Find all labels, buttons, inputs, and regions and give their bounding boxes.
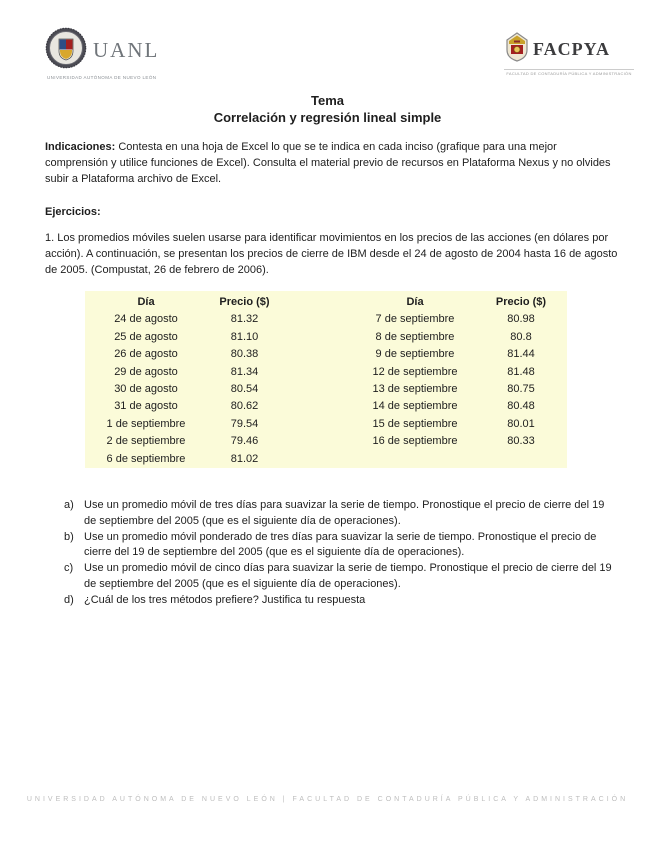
facpya-caption: FACULTAD DE CONTADURÍA PÚBLICA Y ADMINISTRACIÓN [504,69,634,76]
item-text: Use un promedio móvil de tres días para suavizar la serie de tiempo. Pronostique el precio de cierre del 19 de septiembre del 2005 (que es el siguiente día de operaciones). [84,499,605,527]
item-text: ¿Cuál de los tres métodos prefiere? Justifica tu respuesta [84,593,366,606]
column-header-dia: Día [406,296,424,308]
page-subtitle: Correlación y regresión lineal simple [213,110,442,125]
table-row: 15 de septiembre 80.01 [372,417,535,430]
table-row: 29 de agosto 81.34 [114,365,259,378]
footer-text: UNIVERSIDAD AUTÓNOMA DE NUEVO LEÓN | FACULTAD DE CONTADURÍA PÚBLICA Y ADMINISTRACIÓN [26,796,629,803]
item-marker: d) [64,593,74,606]
table-row: 2 de septiembre 79.46 [106,435,259,448]
price-table-right [355,294,567,451]
page-title: Tema [311,93,344,108]
table-row: 16 de septiembre 80.33 [372,435,535,448]
uanl-logo [45,27,195,80]
table-row: 30 de agosto 80.54 [114,383,259,396]
table-row: 8 de septiembre 80.8 [375,330,532,343]
instructions-text: Contesta en una hoja de Excel lo que se te indica en cada inciso (grafique para una mejor comprensión y utilice funciones de Excel). Consulta el material previo de recursos en Plataforma Nexus y no olvides subir a Plataforma archivo de Excel. [45,141,611,185]
facpya-wordmark: FACPYA [533,39,610,59]
facpya-logo [504,32,634,76]
list-item-a [45,498,615,530]
table-row: 12 de septiembre 81.48 [372,365,535,378]
table-row: 24 de agosto 81.32 [114,313,259,326]
price-table [85,291,567,468]
table-row: 31 de agosto 80.62 [114,400,259,413]
item-text: Use un promedio móvil ponderado de tres días para suavizar la serie de tiempo. Pronostique el precio de cierre del 19 de septiembre del 2005 (que es el siguiente día de operaciones). [84,530,597,559]
column-header-precio: Precio ($) [219,296,270,308]
instructions-paragraph [45,140,615,187]
table-row: 25 de agosto 81.10 [114,330,259,343]
exercises-heading: Ejercicios: [45,206,101,218]
column-header-dia: Día [137,296,155,308]
list-item-c [45,561,615,593]
table-row: 7 de septiembre 80.98 [375,313,535,326]
table-row: 6 de septiembre 81.02 [106,452,259,465]
list-item-b [45,530,615,562]
item-text: Use un promedio móvil de cinco días para suavizar la serie de tiempo. Pronostique el precio de cierre del 19 de septiembre del 2005 (que es el siguiente día de operaciones). [84,562,612,590]
table-row: 1 de septiembre 79.54 [106,417,259,430]
item-marker: b) [64,530,74,543]
title-block [0,92,655,126]
exercise-item-list [45,498,615,609]
uanl-wordmark: UANL [93,38,160,62]
uanl-seal-icon [45,27,87,74]
table-row: 14 de septiembre 80.48 [372,400,535,413]
item-marker: a) [64,499,74,511]
uanl-caption: UNIVERSIDAD AUTÓNOMA DE NUEVO LEÓN [47,75,157,80]
table-row: 9 de septiembre 81.44 [375,348,535,361]
facpya-shield-icon [504,32,530,67]
list-item-d [45,593,615,609]
column-header-precio: Precio ($) [495,296,547,308]
price-table-left [85,294,282,468]
exercise-1-paragraph: 1. Los promedios móviles suelen usarse para identificar movimientos en los precios de las acciones (en dólares por acción). A continuación, se presentan los precios de cierre de IBM desde el 24 de agosto de 2004 hasta 16 de agosto de 2005. (Compustat, 26 de febrero de 2006). [45,232,618,276]
table-row: 13 de septiembre 80.75 [372,383,535,396]
table-row: 26 de agosto 80.38 [114,348,259,361]
item-marker: c) [64,562,74,575]
table-header-row [355,294,567,311]
table-header-row [85,294,282,311]
instructions-label: Indicaciones: [45,141,116,153]
